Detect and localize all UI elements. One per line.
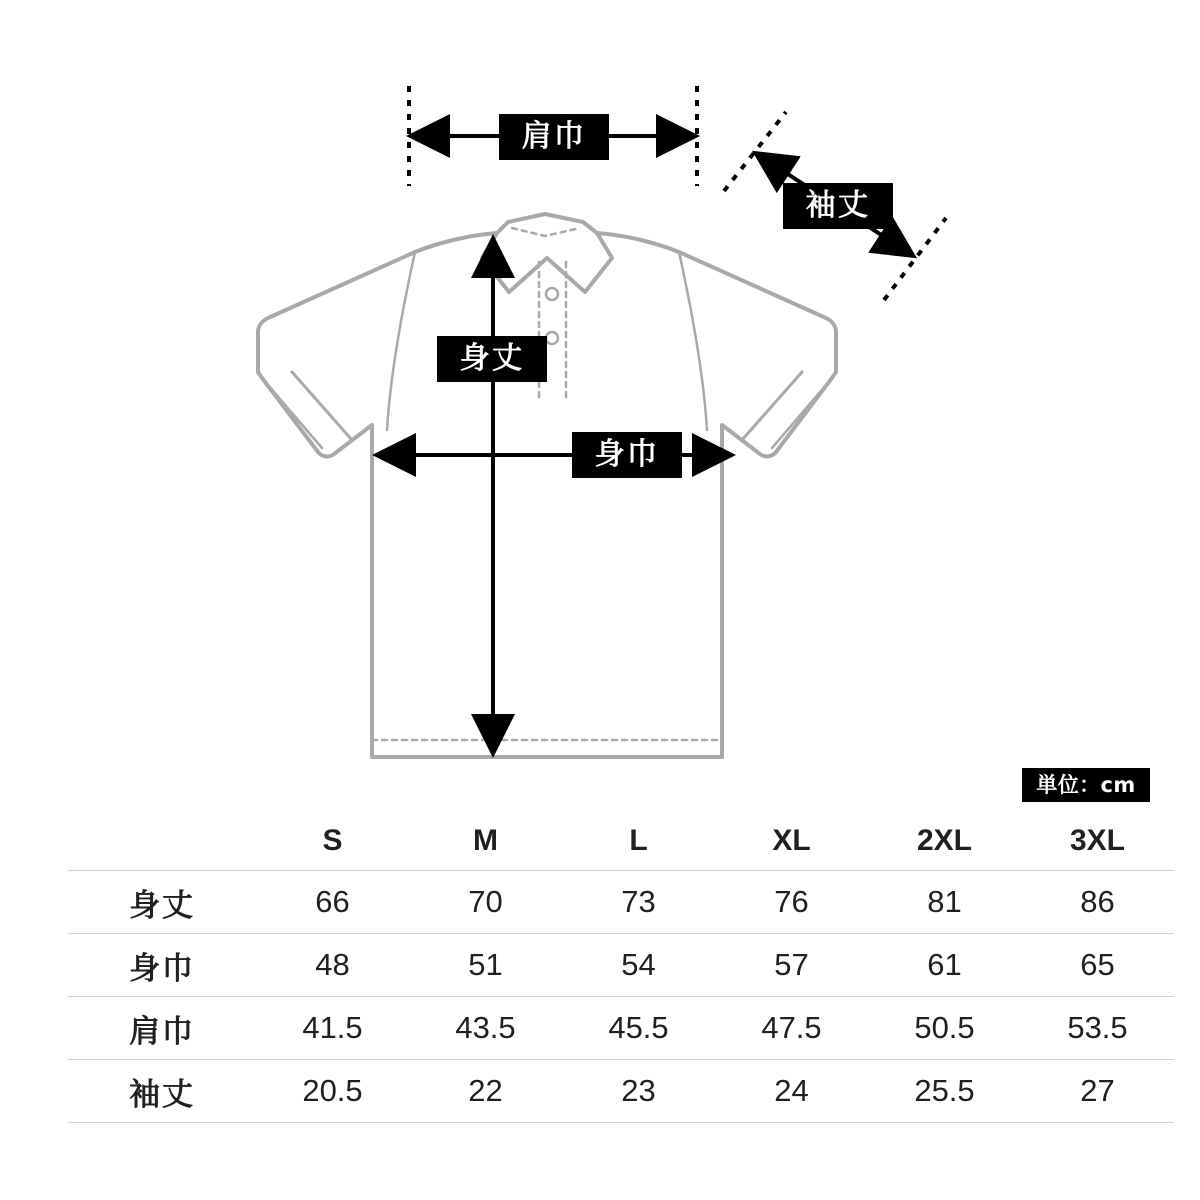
cell-body-length-m: 70 (409, 871, 562, 934)
unit-badge: 単位：cm (1022, 768, 1150, 802)
column-header-3xl: 3XL (1021, 812, 1174, 871)
column-header-m: M (409, 812, 562, 871)
cell-body-width-s: 48 (256, 934, 409, 997)
cell-sleeve-length-xl: 24 (715, 1060, 868, 1123)
row-label-shoulder-width: 肩巾 (68, 997, 256, 1060)
cell-body-length-s: 66 (256, 871, 409, 934)
cell-shoulder-width-2xl: 50.5 (868, 997, 1021, 1060)
cell-shoulder-width-s: 41.5 (256, 997, 409, 1060)
cell-body-length-l: 73 (562, 871, 715, 934)
column-header-xl: XL (715, 812, 868, 871)
cell-body-length-3xl: 86 (1021, 871, 1174, 934)
cell-sleeve-length-m: 22 (409, 1060, 562, 1123)
table-row (68, 871, 1174, 934)
cell-shoulder-width-m: 43.5 (409, 997, 562, 1060)
cell-body-width-m: 51 (409, 934, 562, 997)
size-table-wrapper (68, 812, 1174, 1123)
table-row (68, 1060, 1174, 1123)
table-row (68, 997, 1174, 1060)
cell-body-width-3xl: 65 (1021, 934, 1174, 997)
size-table (68, 812, 1174, 1123)
shirt-body-outline (258, 214, 836, 757)
column-header-s: S (256, 812, 409, 871)
cell-body-width-l: 54 (562, 934, 715, 997)
cell-shoulder-width-3xl: 53.5 (1021, 997, 1174, 1060)
cell-body-length-xl: 76 (715, 871, 868, 934)
cell-sleeve-length-3xl: 27 (1021, 1060, 1174, 1123)
cell-shoulder-width-l: 45.5 (562, 997, 715, 1060)
cell-sleeve-length-l: 23 (562, 1060, 715, 1123)
label-body-width: 身巾 (572, 432, 682, 478)
label-body-length: 身丈 (437, 336, 547, 382)
label-sleeve-length: 袖丈 (783, 183, 893, 229)
cell-body-length-2xl: 81 (868, 871, 1021, 934)
cell-sleeve-length-s: 20.5 (256, 1060, 409, 1123)
cell-shoulder-width-xl: 47.5 (715, 997, 868, 1060)
cell-body-width-xl: 57 (715, 934, 868, 997)
label-shoulder-width: 肩巾 (499, 114, 609, 160)
cell-sleeve-length-2xl: 25.5 (868, 1060, 1021, 1123)
table-row (68, 934, 1174, 997)
row-label-body-width: 身巾 (68, 934, 256, 997)
row-label-sleeve-length: 袖丈 (68, 1060, 256, 1123)
table-header-row (68, 812, 1174, 871)
cell-body-width-2xl: 61 (868, 934, 1021, 997)
column-header-l: L (562, 812, 715, 871)
column-header-2xl: 2XL (868, 812, 1021, 871)
row-label-body-length: 身丈 (68, 871, 256, 934)
table-corner-cell (68, 812, 256, 871)
